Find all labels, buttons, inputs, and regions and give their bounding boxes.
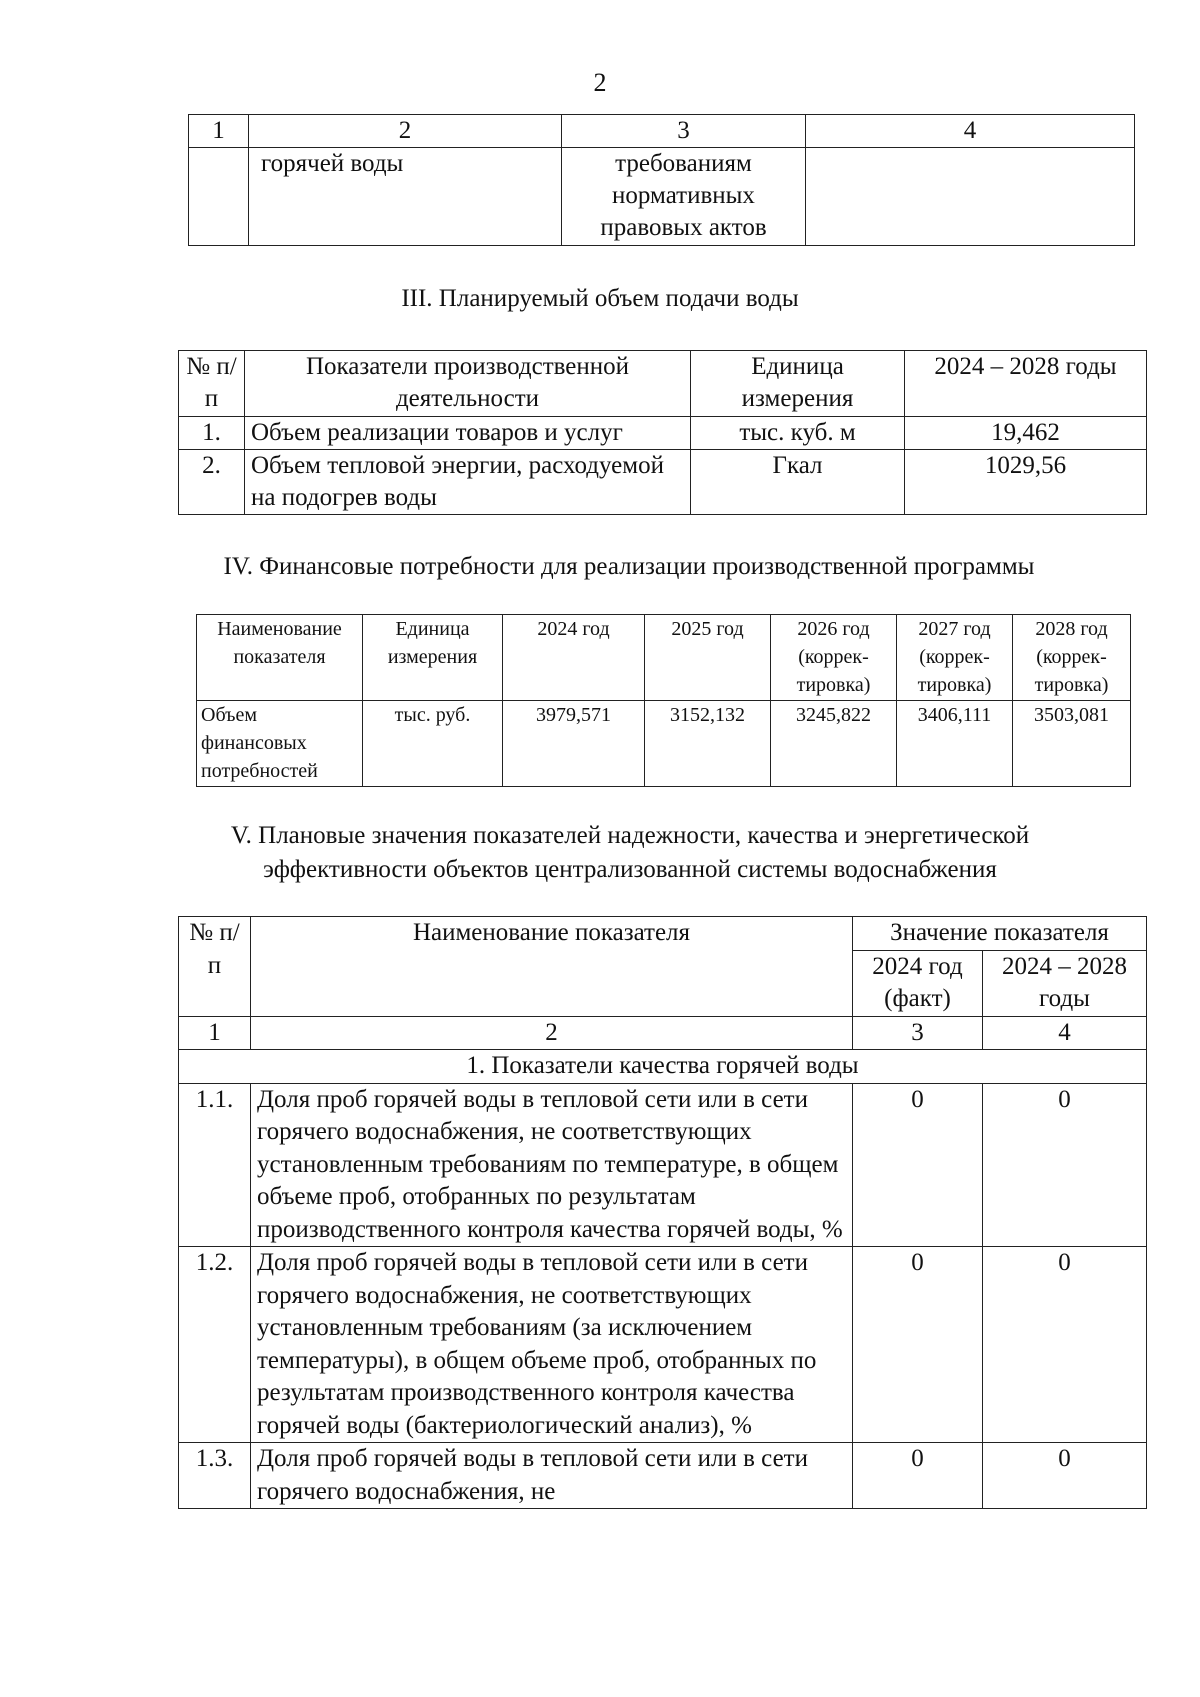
col-number: 3: [562, 115, 806, 148]
row-num: 2.: [179, 450, 245, 515]
row-value: 3406,111: [897, 701, 1013, 787]
column-number-row: [179, 1016, 1147, 1050]
table-header-row: [189, 115, 1135, 148]
header-period: 2024 – 2028 годы: [905, 351, 1147, 417]
col-number: 1: [179, 1016, 251, 1050]
section-4-title: IV. Финансовые потребности для реализации производственной программы: [223, 553, 1035, 580]
col-number: 1: [189, 115, 249, 148]
table-row: [179, 1083, 1147, 1247]
row-num: 1.3.: [179, 1443, 251, 1509]
header-name: Показатели производственной деятельности: [245, 351, 691, 417]
row-name: Доля проб горячей воды в тепловой сети или в сети горячего водоснабжения, не: [251, 1443, 853, 1509]
header-value-group: Значение показателя: [853, 917, 1147, 951]
cell: требованиям нормативных правовых актов: [562, 148, 806, 246]
header-cell: Единица измерения: [363, 615, 503, 701]
header-cell: 2025 год: [645, 615, 771, 701]
header-fact: 2024 год (факт): [853, 950, 983, 1016]
table-row: [179, 1443, 1147, 1509]
row-value: 3245,822: [771, 701, 897, 787]
row-value: 1029,56: [905, 450, 1147, 515]
table-header-row: [197, 615, 1131, 701]
row-name: Доля проб горячей воды в тепловой сети или в сети горячего водоснабжения, не соответствующих установленным требованиям по температуре, в общем объеме проб, отобранных по результатам производственного контроля качества горячей воды, %: [251, 1083, 853, 1247]
header-cell: 2024 год: [503, 615, 645, 701]
row-name: Объем реализации товаров и услуг: [245, 417, 691, 450]
row-fact: 0: [853, 1443, 983, 1509]
table-row: [179, 417, 1147, 450]
table-header-row: [179, 351, 1147, 417]
group-row: [179, 1050, 1147, 1084]
col-number: 2: [251, 1016, 853, 1050]
continued-table: [188, 114, 1135, 246]
row-value: 3503,081: [1013, 701, 1131, 787]
table-row: [179, 1247, 1147, 1443]
table-row: [179, 450, 1147, 515]
table-row: [197, 701, 1131, 787]
row-fact: 0: [853, 1083, 983, 1247]
row-name: Объем тепловой энергии, расходуемой на подогрев воды: [245, 450, 691, 515]
header-num: № п/п: [179, 351, 245, 417]
indicators-table: [178, 916, 1147, 1509]
col-number: 3: [853, 1016, 983, 1050]
row-name: Объем финансовых потребностей: [197, 701, 363, 787]
table-row: [189, 148, 1135, 246]
row-plan: 0: [983, 1247, 1147, 1443]
header-cell: 2028 год (коррек-тировка): [1013, 615, 1131, 701]
row-plan: 0: [983, 1443, 1147, 1509]
supply-volume-table: [178, 350, 1147, 515]
row-value: 3152,132: [645, 701, 771, 787]
row-plan: 0: [983, 1083, 1147, 1247]
table-header-row: [179, 917, 1147, 951]
header-cell: Наименование показателя: [197, 615, 363, 701]
financial-needs-table: [196, 614, 1131, 787]
group-title: 1. Показатели качества горячей воды: [179, 1050, 1147, 1084]
cell: [189, 148, 249, 246]
header-cell: 2026 год (коррек-тировка): [771, 615, 897, 701]
row-fact: 0: [853, 1247, 983, 1443]
row-name: Доля проб горячей воды в тепловой сети или в сети горячего водоснабжения, не соответствующих установленным требованиям (за исключением температуры), в общем объеме проб, отобранных по результатам производственного контроля качества горячей воды (бактериологический анализ), %: [251, 1247, 853, 1443]
header-plan: 2024 – 2028 годы: [983, 950, 1147, 1016]
row-num: 1.1.: [179, 1083, 251, 1247]
cell: горячей воды: [249, 148, 562, 246]
section-5-title-line2: эффективности объектов централизованной системы водоснабжения: [263, 856, 997, 883]
cell: [806, 148, 1135, 246]
row-unit: Гкал: [691, 450, 905, 515]
header-unit: Единица измерения: [691, 351, 905, 417]
header-name: Наименование показателя: [251, 917, 853, 1017]
row-unit: тыс. руб.: [363, 701, 503, 787]
header-num: № п/п: [179, 917, 251, 1017]
row-value: 3979,571: [503, 701, 645, 787]
row-value: 19,462: [905, 417, 1147, 450]
col-number: 2: [249, 115, 562, 148]
header-cell: 2027 год (коррек-тировка): [897, 615, 1013, 701]
row-num: 1.: [179, 417, 245, 450]
col-number: 4: [983, 1016, 1147, 1050]
section-3-title: III. Планируемый объем подачи воды: [401, 285, 799, 312]
row-num: 1.2.: [179, 1247, 251, 1443]
section-5-title-line1: V. Плановые значения показателей надежности, качества и энергетической: [230, 822, 1030, 849]
row-unit: тыс. куб. м: [691, 417, 905, 450]
col-number: 4: [806, 115, 1135, 148]
page-number: 2: [593, 68, 607, 97]
